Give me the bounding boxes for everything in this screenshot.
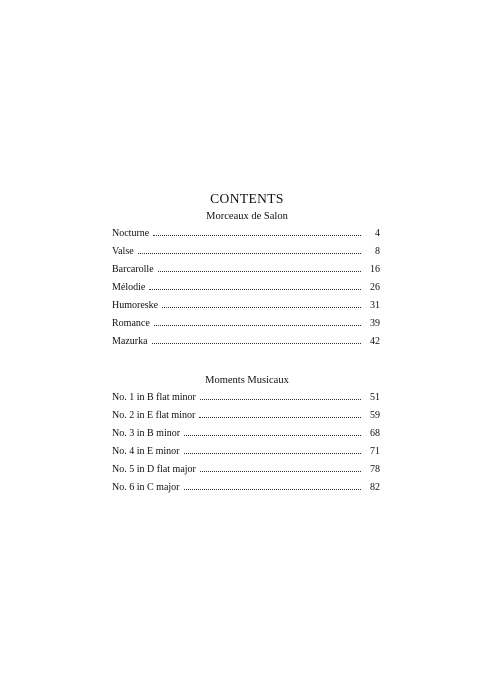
toc-list-moments-musicaux	[112, 391, 380, 499]
dot-leader	[149, 281, 361, 290]
toc-entry-title: Mélodie	[112, 282, 146, 293]
dot-leader	[158, 263, 361, 272]
page-title: CONTENTS	[210, 191, 284, 206]
toc-entry-page: 68	[370, 428, 380, 439]
toc-entry-title: No. 6 in C major	[112, 482, 180, 493]
dot-leader	[138, 245, 361, 254]
toc-entry-page: 59	[370, 410, 380, 421]
toc-entry	[112, 227, 380, 245]
toc-entry-title: No. 5 in D flat major	[112, 464, 196, 475]
toc-entry-page: 82	[370, 482, 380, 493]
toc-entry-page: 42	[370, 336, 380, 347]
section-title-morceaux-de-salon: Morceaux de Salon	[206, 211, 288, 222]
toc-entry	[112, 427, 380, 445]
toc-entry-page: 39	[370, 318, 380, 329]
toc-entry	[112, 335, 380, 353]
toc-entry-title: Valse	[112, 246, 134, 257]
toc-entry-page: 78	[370, 464, 380, 475]
dot-leader	[200, 463, 361, 472]
dot-leader	[154, 317, 361, 326]
toc-entry-page: 31	[370, 300, 380, 311]
toc-entry-page: 71	[370, 446, 380, 457]
toc-entry-page: 16	[370, 264, 380, 275]
toc-entry	[112, 263, 380, 281]
toc-entry-title: Nocturne	[112, 228, 150, 239]
dot-leader	[153, 227, 361, 236]
toc-entry	[112, 481, 380, 499]
toc-entry	[112, 317, 380, 335]
dot-leader	[152, 335, 361, 344]
section-title-moments-musicaux: Moments Musicaux	[205, 375, 289, 386]
toc-entry	[112, 281, 380, 299]
toc-entry-title: Barcarolle	[112, 264, 154, 275]
dot-leader	[199, 409, 361, 418]
dot-leader	[184, 481, 362, 490]
toc-entry	[112, 463, 380, 481]
toc-list-morceaux-de-salon	[112, 227, 380, 353]
toc-entry	[112, 391, 380, 409]
toc-entry-title: Humoreske	[112, 300, 159, 311]
toc-entry-page: 26	[370, 282, 380, 293]
toc-entry-title: Mazurka	[112, 336, 148, 347]
toc-entry	[112, 445, 380, 463]
toc-entry-page: 51	[370, 392, 380, 403]
toc-entry-title: Romance	[112, 318, 150, 329]
toc-entry	[112, 409, 380, 427]
toc-entry-page: 4	[375, 228, 380, 239]
toc-entry	[112, 245, 380, 263]
dot-leader	[200, 391, 361, 400]
dot-leader	[184, 427, 361, 436]
toc-entry-title: No. 1 in B flat minor	[112, 392, 196, 403]
dot-leader	[162, 299, 361, 308]
toc-entry-title: No. 4 in E minor	[112, 446, 180, 457]
dot-leader	[184, 445, 362, 454]
toc-entry-title: No. 3 in B minor	[112, 428, 181, 439]
toc-entry-title: No. 2 in E flat minor	[112, 410, 196, 421]
toc-entry	[112, 299, 380, 317]
toc-entry-page: 8	[375, 246, 380, 257]
